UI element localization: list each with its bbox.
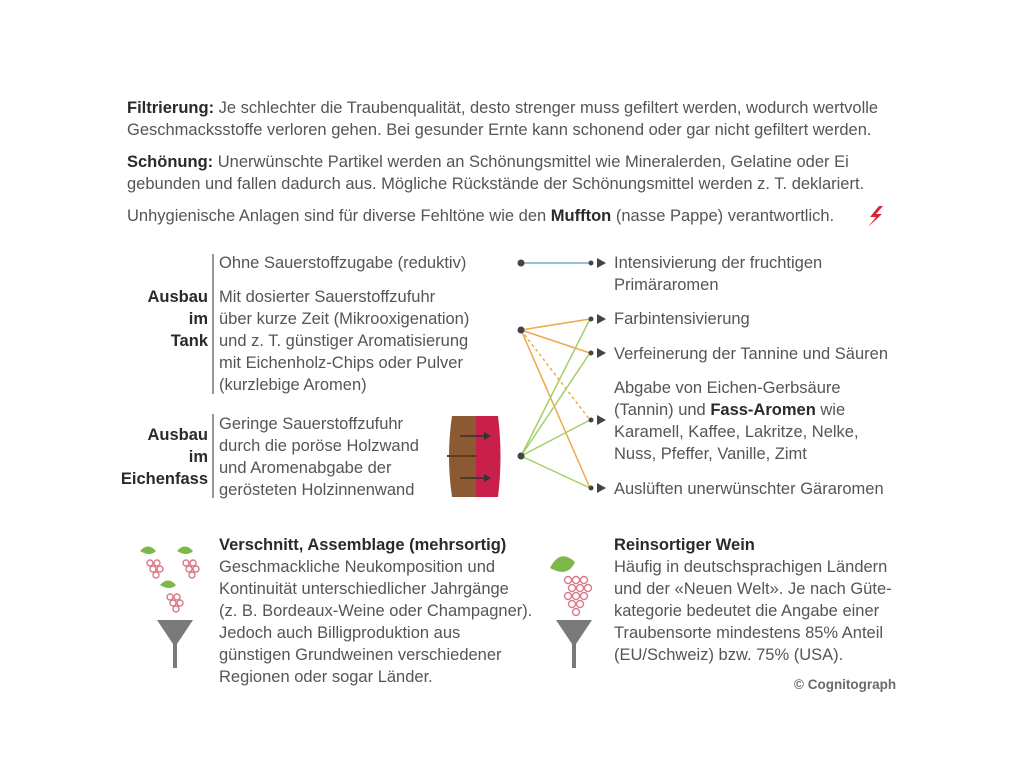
arrow-tannins (589, 348, 607, 358)
fining-term: Schönung: (127, 153, 214, 171)
barrel-heading-line-2: im (188, 448, 208, 466)
barrel-line-1: Geringe Sauerstoffzufuhr (219, 415, 404, 433)
blend-line-6: Regionen oder sogar Länder. (219, 668, 433, 686)
varietal-section (614, 534, 892, 666)
blend-section (219, 534, 532, 688)
micro-line-5: (kurzlebige Aromen) (219, 376, 367, 394)
connection-lines (521, 263, 590, 488)
arrow-color (589, 314, 607, 324)
hygiene-term: Muffton (550, 207, 612, 225)
effect-4-line-4: Nuss, Pfeffer, Vanille, Zimt (614, 445, 807, 463)
fining-text-1: Unerwünschte Partikel werden an Schönungsmittel wie Mineralerden, Gelatine oder Ei (217, 153, 849, 171)
effect-1-line-2: Primäraromen (614, 276, 719, 294)
grape-single-icon (550, 556, 592, 615)
effect-fermentation: Auslüften unerwünschter Gäraromen (614, 480, 884, 498)
blend-line-2: Kontinuität unterschiedlicher Jahrgänge (219, 580, 509, 598)
tank-heading-line-1: Ausbau (147, 288, 208, 306)
blend-line-3: (z. B. Bordeaux-Weine oder Champagner). (219, 602, 533, 620)
link-barrel-tannins (521, 353, 590, 456)
arrow-oak (589, 415, 607, 425)
effect-tannins: Verfeinerung der Tannine und Säuren (614, 345, 888, 363)
arrow-heads (589, 258, 607, 493)
filter-text-1: Je schlechter die Traubenqualität, desto strenger muss gefiltert werden, wodurch wertvolle (218, 99, 879, 117)
hygiene-text-after: (nasse Pappe) verantwortlich. (615, 207, 835, 225)
arrow-fermentation (589, 483, 607, 493)
varietal-title: Reinsortiger Wein (614, 536, 755, 554)
micro-line-4: mit Eichenholz-Chips oder Pulver (219, 354, 463, 372)
copyright: © Cognitograph (794, 677, 897, 692)
barrel-icon (447, 416, 501, 497)
micro-line-3: und z. T. günstiger Aromatisierung (219, 332, 469, 350)
filter-line-2: Geschmacksstoffe verloren gehen. Bei gesunder Ernte kann schonend oder gar nicht gefiltert werden. (127, 121, 872, 139)
link-barrel-color (521, 319, 590, 456)
link-tank-color (521, 319, 590, 330)
barrel-line-2: durch die poröse Holzwand (219, 437, 419, 455)
tank-heading-line-3: Tank (170, 332, 208, 350)
effect-1-line-1: Intensivierung der fruchtigen (614, 254, 823, 272)
varietal-line-2: und der «Neuen Welt». Je nach Güte- (614, 580, 892, 598)
blend-line-1: Geschmackliche Neukomposition und (219, 558, 496, 576)
source-dot-reductive (518, 260, 525, 267)
effect-color: Farbintensivierung (614, 310, 750, 328)
grapes-multi-icon (140, 547, 199, 613)
barrel-heading-line-3: Eichenfass (120, 470, 208, 488)
effect-4-line-1: Abgabe von Eichen-Gerbsäure (614, 379, 841, 397)
effect-4-line-3: Karamell, Kaffee, Lakritze, Nelke, (614, 423, 859, 441)
hygiene-text-before: Unhygienische Anlagen sind für diverse Fehltöne wie den (127, 207, 547, 225)
varietal-line-4: Traubensorte mindestens 85% Anteil (614, 624, 884, 642)
link-tank-tannins (521, 330, 590, 353)
blend-line-5: günstigen Grundweinen verschiedener (219, 646, 502, 664)
micro-line-2: über kurze Zeit (Mikrooxigenation) (219, 310, 470, 328)
effect-4-bold: Fass-Aromen (710, 401, 816, 419)
blend-line-4: Jedoch auch Billigproduktion aus (219, 624, 461, 642)
link-barrel-fermentation (521, 456, 590, 488)
link-tank-oak (521, 330, 590, 420)
lightning-icon (868, 206, 883, 227)
fining-line-2: gebunden und fallen dadurch aus. Mögliche Rückstände der Schönungsmittel werden z. T. deklariert. (127, 175, 865, 193)
effect-4-line-2-end: wie (820, 401, 846, 419)
filter-term: Filtrierung: (127, 99, 215, 117)
varietal-line-5: (EU/Schweiz) bzw. 75% (USA). (614, 646, 844, 664)
effect-4-line-2-start: (Tannin) und (614, 401, 706, 419)
barrel-line-3: und Aromenabgabe der (219, 459, 392, 477)
link-tank-fermentation (521, 330, 590, 488)
micro-line-1: Mit dosierter Sauerstoffzufuhr (219, 288, 436, 306)
reductive-text: Ohne Sauerstoffzugabe (reduktiv) (219, 254, 467, 272)
varietal-line-3: kategorie bedeutet die Angabe einer (614, 602, 880, 620)
source-dot-tank (518, 327, 525, 334)
funnel-left-icon (157, 620, 193, 668)
varietal-line-1: Häufig in deutschsprachigen Ländern (614, 558, 888, 576)
barrel-heading-line-1: Ausbau (147, 426, 208, 444)
blend-title: Verschnitt, Assemblage (mehrsortig) (219, 536, 507, 554)
link-barrel-oak (521, 420, 590, 456)
tank-heading-line-2: im (188, 310, 208, 328)
barrel-line-4: gerösteten Holzinnenwand (219, 481, 415, 499)
funnel-right-icon (556, 620, 592, 668)
arrow-primary (589, 258, 607, 268)
source-dot-barrel (518, 453, 525, 460)
